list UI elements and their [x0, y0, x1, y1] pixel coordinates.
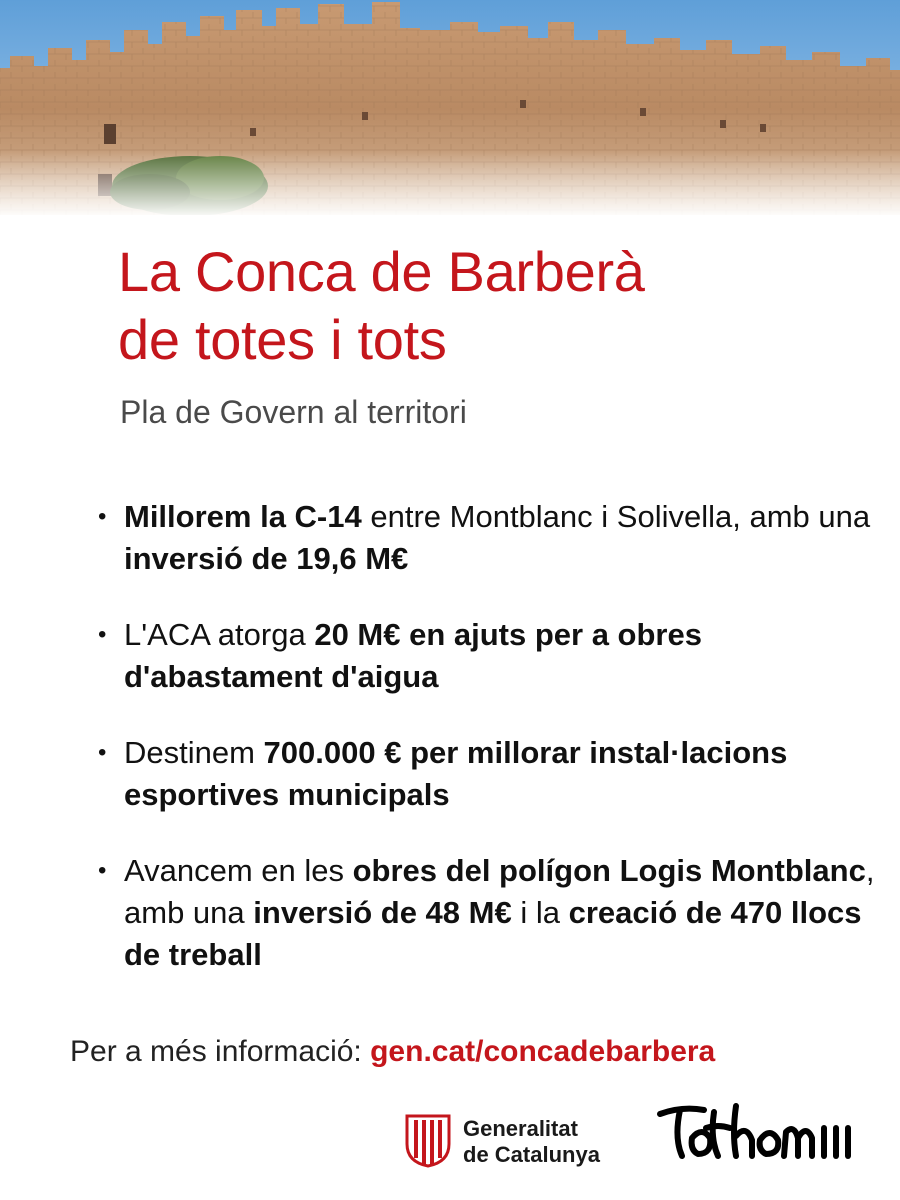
title-line-1: La Conca de Barberà	[118, 240, 645, 303]
highlight-emphasis: inversió de 48 M€	[253, 895, 512, 930]
header-photo	[0, 0, 900, 215]
subtitle: Pla de Govern al territori	[120, 394, 467, 430]
highlight-text: L'ACA atorga	[124, 617, 315, 652]
generalitat-line-2: de Catalunya	[463, 1142, 600, 1167]
generalitat-logo	[405, 1112, 620, 1172]
more-info	[70, 1032, 715, 1072]
highlight-item	[96, 732, 876, 816]
highlight-emphasis: creació de 470 llocs de treball	[124, 895, 862, 972]
highlight-emphasis: 20 M€ en ajuts per a obres d'abastament d'aigua	[124, 617, 702, 694]
title-line-2: de totes i tots	[118, 308, 447, 371]
highlight-text: Destinem	[124, 735, 264, 770]
highlight-emphasis: obres del polígon Logis Montblanc	[352, 853, 866, 888]
page-title	[118, 238, 645, 374]
highlight-emphasis: Millorem la C-14	[124, 499, 362, 534]
highlights-list	[96, 496, 876, 1010]
highlight-text: i la	[511, 895, 569, 930]
more-info-label: Per a més informació:	[70, 1035, 371, 1068]
highlight-item	[96, 496, 876, 580]
highlight-emphasis: inversió de 19,6 M€	[124, 541, 409, 576]
highlight-item	[96, 850, 876, 976]
highlight-text: entre Montblanc i Solivella, amb una	[361, 499, 871, 534]
generalitat-line-1: Generalitat	[463, 1116, 578, 1141]
more-info-link[interactable]: gen.cat/concadebarbera	[370, 1035, 716, 1068]
highlight-emphasis: 700.000 € per millorar instal·lacions esportives municipals	[124, 735, 788, 812]
castle-wall-image	[0, 0, 900, 215]
highlight-text: , amb una	[124, 853, 875, 930]
highlight-text: Avancem en les	[124, 853, 353, 888]
highlight-item	[96, 614, 876, 698]
tothom-logo	[652, 1098, 862, 1168]
senyera-shield-icon	[405, 1114, 451, 1168]
